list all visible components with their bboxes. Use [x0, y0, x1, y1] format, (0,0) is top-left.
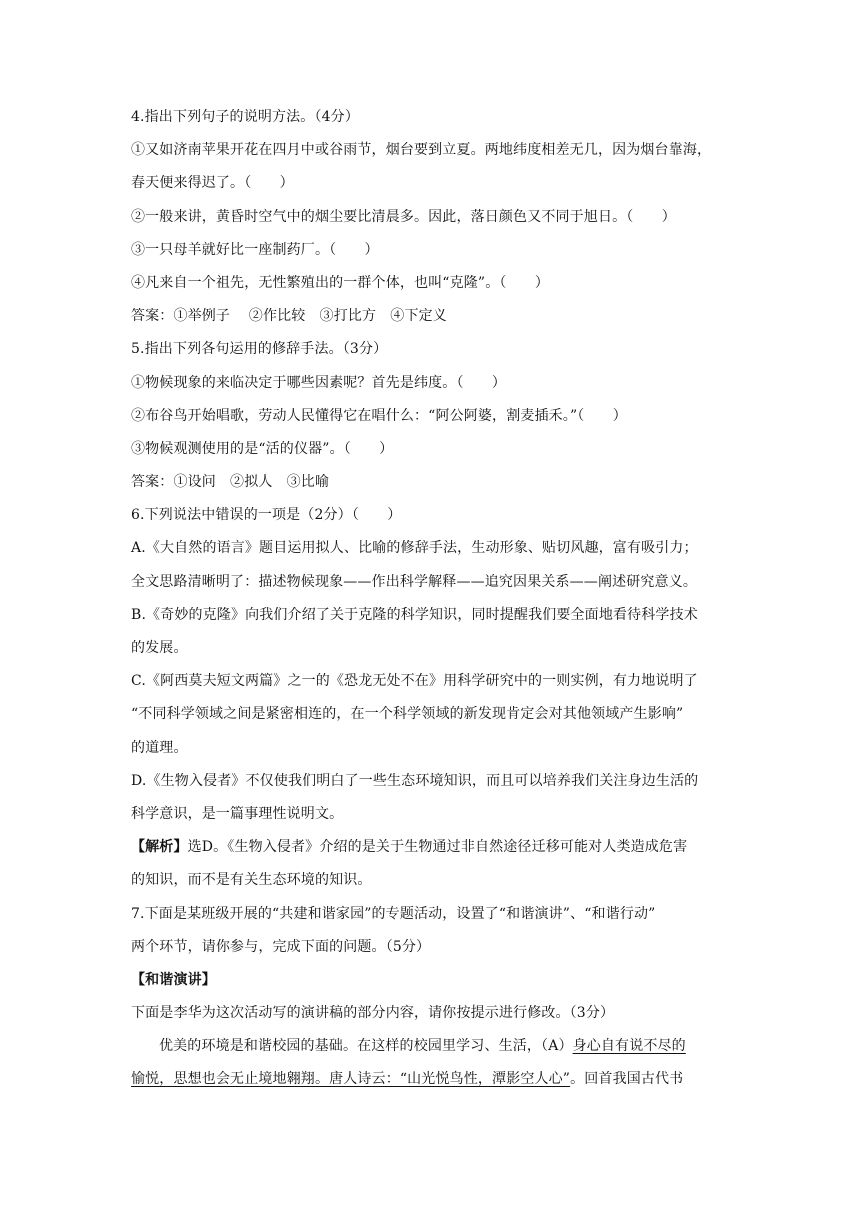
q5-sentence-1: ①物候现象的来临决定于哪些因素呢？首先是纬度。（ ）: [131, 374, 507, 391]
q6-option-c-line-2: “不同科学领域之间是紧密相连的，在一个科学领域的新发现肯定会对其他领域产生影响”: [131, 706, 684, 723]
passage-text: 优美的环境是和谐校园的基础。在这样的校园里学习、生活，（A）: [159, 1038, 573, 1055]
q5-title: 5.指出下列各句运用的修辞手法。（3分）: [131, 341, 388, 358]
q4-sentence-2: ②一般来讲，黄昏时空气中的烟尘要比清晨多。因此，落日颜色又不同于旭日。（ ）: [131, 208, 676, 225]
analysis-label: 【解析】: [131, 839, 188, 856]
q6-title: 6.下列说法中错误的一项是（2分）（ ）: [131, 507, 402, 524]
q6-option-a-line-1: A.《大自然的语言》题目运用拟人、比喻的修辞手法，生动形象、贴切风趣，富有吸引力；: [131, 540, 698, 557]
q6-analysis-line-1: [131, 838, 731, 857]
q6-option-c-line-3: 的道理。: [131, 739, 188, 756]
q4-sentence-1-line-2: 春天便来得迟了。（ ）: [131, 175, 294, 192]
q4-sentence-3: ③一只母羊就好比一座制药厂。（ ）: [131, 241, 379, 258]
q6-option-d-line-1: D.《生物入侵者》不仅使我们明白了一些生态环境知识，而且可以培养我们关注身边生活的: [131, 772, 699, 789]
q6-option-b-line-2: 的发展。: [131, 640, 188, 656]
q6-option-a-line-2: 全文思路清晰明了：描述物候现象——作出科学解释——追究因果关系——阐述研究意义。: [131, 573, 697, 590]
q5-sentence-2: ②布谷鸟开始唱歌，劳动人民懂得它在唱什么：“阿公阿婆，割麦插禾。”（ ）: [131, 407, 627, 424]
passage-text-continued: 。回首我国古代书: [570, 1071, 684, 1088]
q5-sentence-3: ③物候观测使用的是“活的仪器”。（ ）: [131, 440, 394, 457]
q7-passage-line-2: [131, 1070, 731, 1089]
underlined-sentence-a-continued: 愉悦，思想也会无止境地翱翔。唐人诗云：“山光悦鸟性，潭影空人心”: [131, 1071, 571, 1088]
q5-answer: 答案：①设问 ②拟人 ③比喻: [131, 474, 330, 491]
q6-option-b-line-1: B.《奇妙的克隆》向我们介绍了关于克隆的科学知识，同时提醒我们要全面地看待科学技术: [131, 606, 698, 623]
exam-content: [131, 108, 731, 1104]
q4-sentence-1-line-1: ①又如济南苹果开花在四月中或谷雨节，烟台要到立夏。两地纬度相差无几，因为烟台靠海，: [131, 142, 712, 159]
q6-analysis-line-2: 的知识，而不是有关生态环境的知识。: [131, 872, 372, 889]
q7-passage-line-1: [131, 1037, 731, 1056]
q7-title-line-2: 两个环节，请你参与，完成下面的问题。（5分）: [131, 938, 431, 955]
q6-option-c-line-1: C.《阿西莫夫短文两篇》之一的《恐龙无处不在》用科学研究中的一则实例，有力地说明了: [131, 673, 698, 690]
q7-section-label: 【和谐演讲】: [131, 971, 216, 988]
underlined-sentence-a: 身心自有说不尽的: [572, 1038, 686, 1055]
q4-sentence-4: ④凡来自一个祖先，无性繁殖出的一群个体，也叫“克隆”。（ ）: [131, 274, 549, 291]
q6-option-d-line-2: 科学意识，是一篇事理性说明文。: [131, 805, 344, 822]
q4-title: 4.指出下列句子的说明方法。（4分）: [131, 109, 359, 125]
q7-title-line-1: 7.下面是某班级开展的“共建和谐家园”的专题活动，设置了“和谐演讲”、“和谐行动”: [131, 905, 656, 922]
q4-answer: 答案：①举例子 ②作比较 ③打比方 ④下定义: [131, 308, 447, 325]
q7-instruction: 下面是李华为这次活动写的演讲稿的部分内容，请你按提示进行修改。（3分）: [131, 1005, 615, 1022]
analysis-text: 选D。《生物入侵者》介绍的是关于生物通过非自然途径迁移可能对人类造成危害: [187, 839, 688, 856]
